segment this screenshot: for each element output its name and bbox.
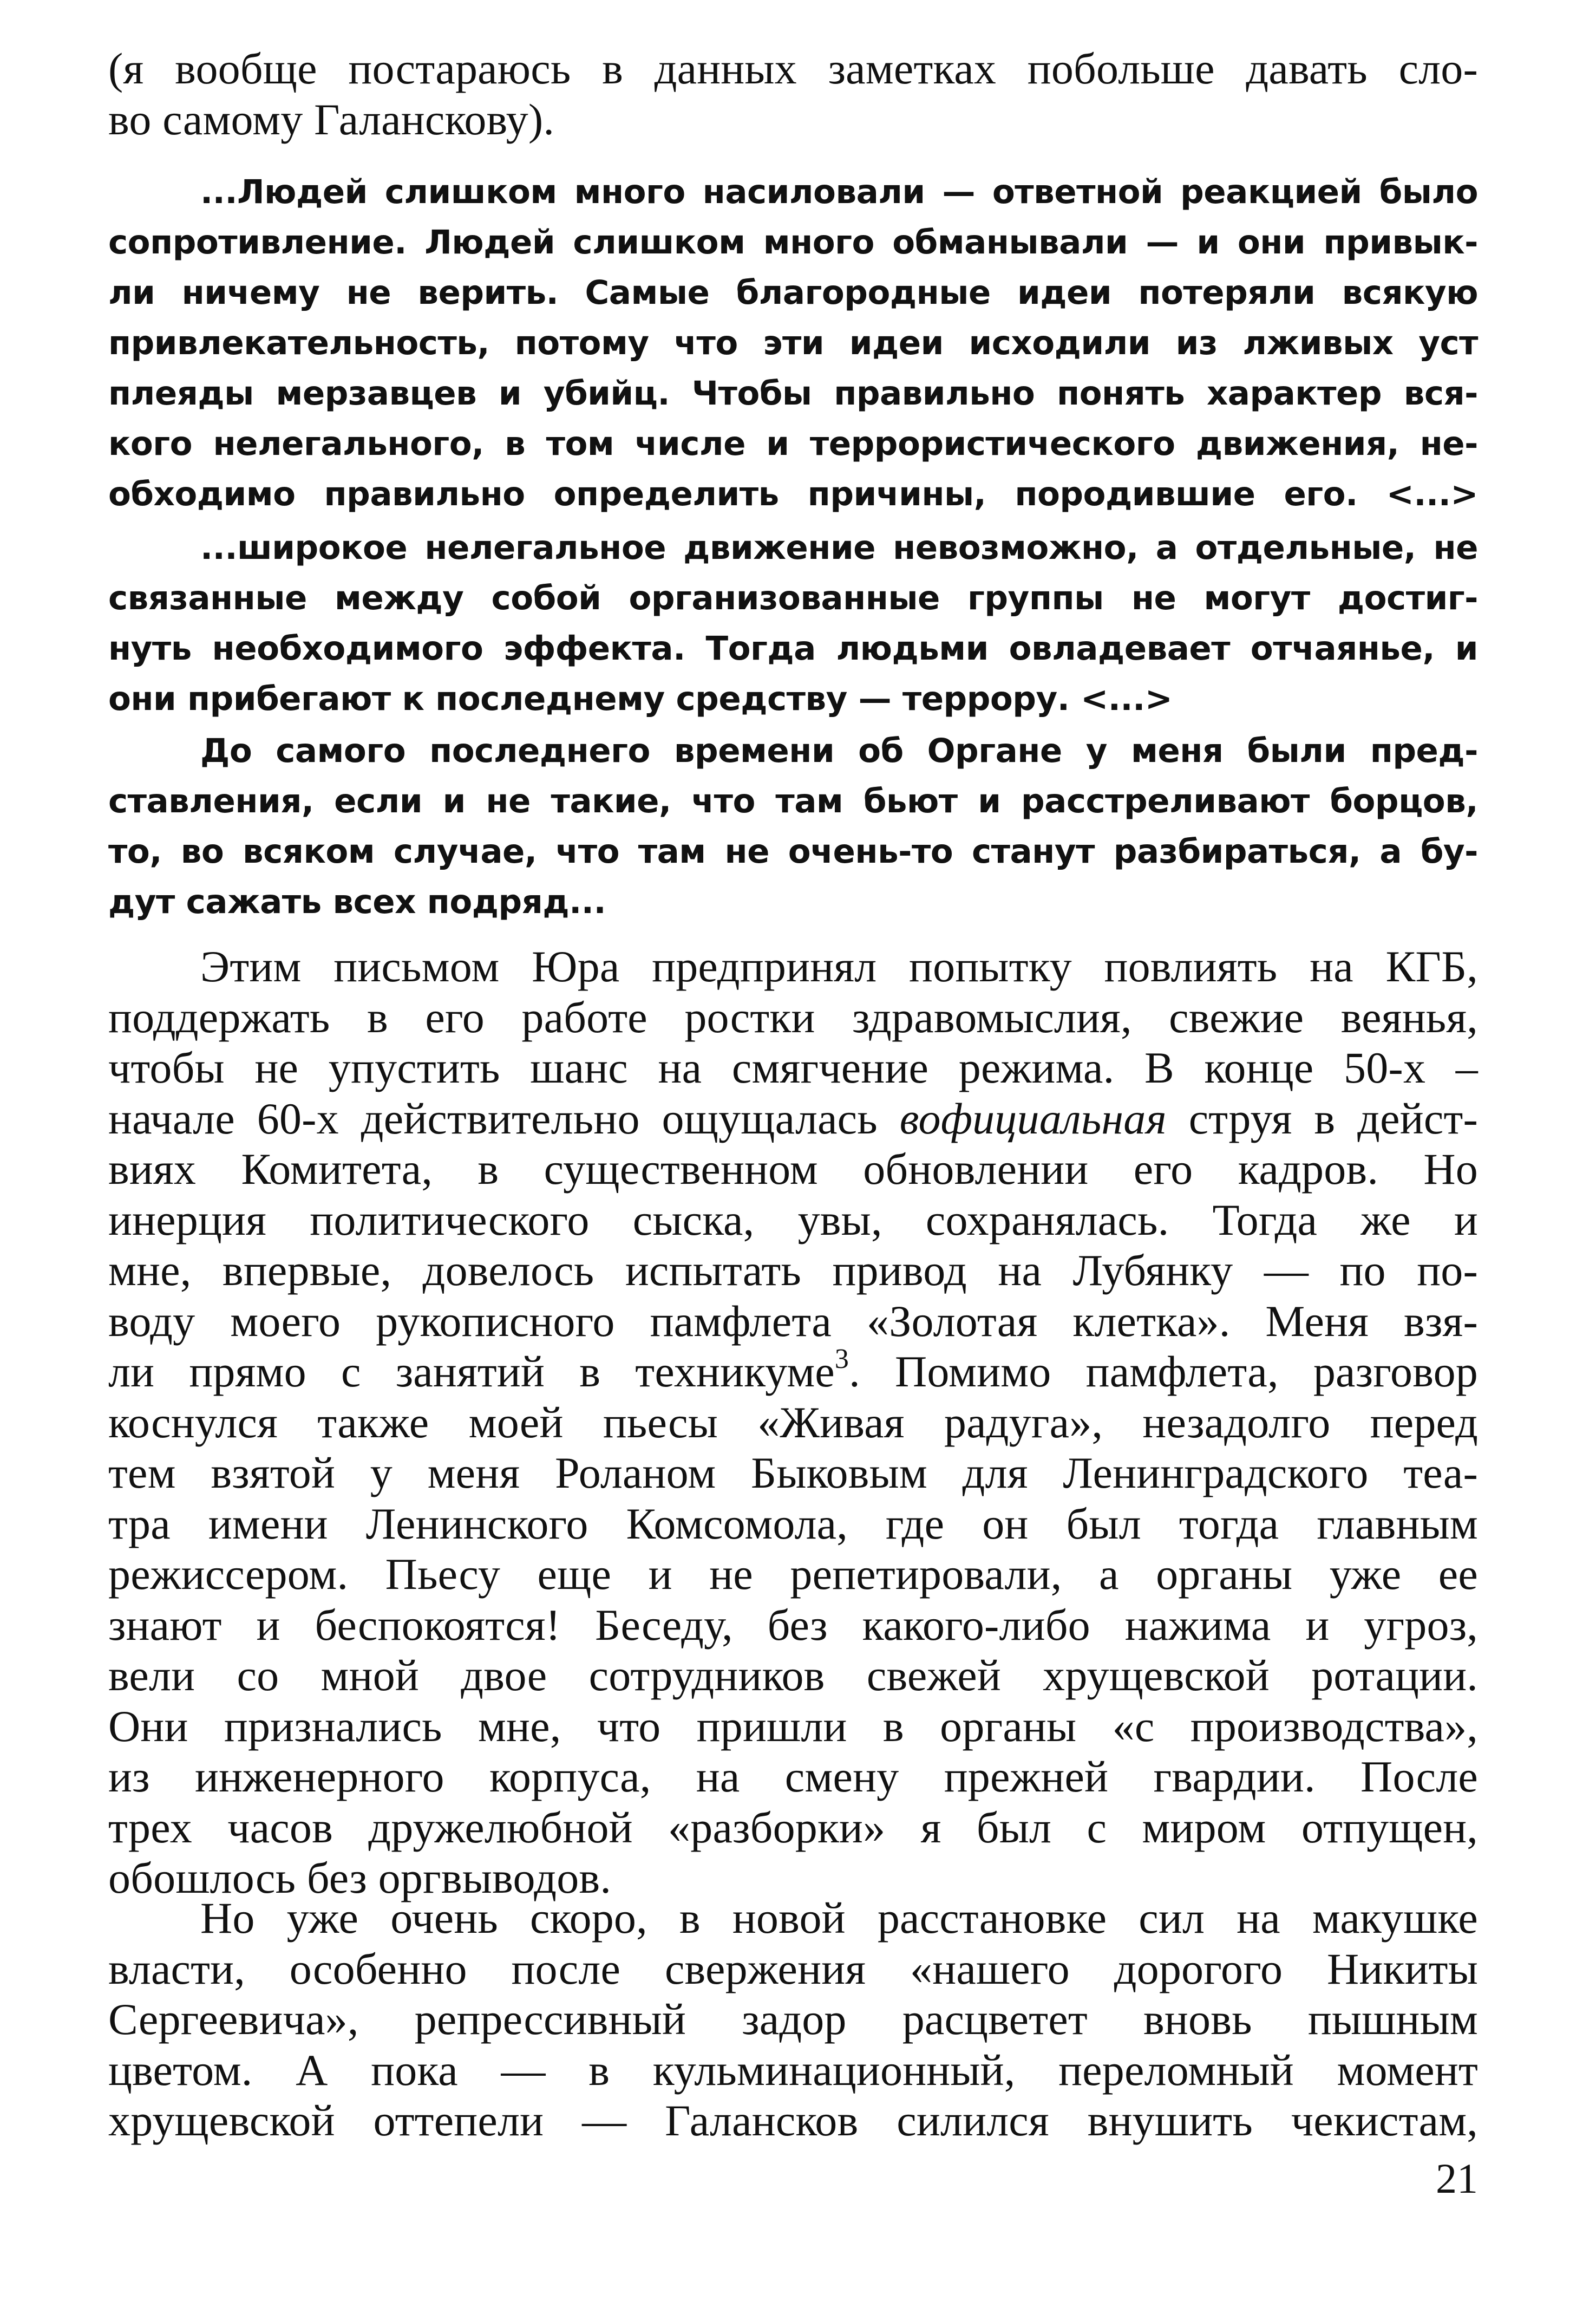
text-line: инерция политического сыска, увы, сохранялась. Тогда же и [108,1195,1478,1244]
quote-line: До самого последнего времени об Органе у меня были пред- [200,732,1478,770]
quote-line: дут сажать всех подряд... [108,883,606,921]
text-line: коснулся также моей пьесы «Живая радуга», незадолго перед [108,1397,1478,1447]
text-line: из инженерного корпуса, на смену прежней гвардии. После [108,1752,1478,1801]
quoted-passage-2 [108,523,1478,724]
text-line: цветом. А пока — в кульминационный, переломный момент [108,2045,1478,2095]
quote-line: обходимо правильно определить причины, породившие его. <...> [108,475,1478,513]
quote-line: связанные между собой организованные группы не могут достиг- [108,579,1478,617]
body-paragraph-2 [108,1893,1478,2146]
italic-word: вофициальная [899,1093,1167,1143]
text-segment: начале 60-х действительно ощущалась [108,1093,900,1143]
book-page [108,43,1478,2264]
quote-line: ...широкое нелегальное движение невозможно, а отдельные, не [200,529,1478,567]
text-line: тра имени Ленинского Комсомола, где он был тогда главным [108,1498,1478,1548]
quote-line: ...Людей слишком много насиловали — ответной реакцией было [200,173,1478,211]
text-segment: ли прямо с занятий в техникуме [108,1347,835,1396]
text-line: чтобы не упустить шанс на смягчение режима. В конце 50-х – [108,1043,1478,1092]
quote-line: привлекательность, потому что эти идеи исходили из лживых уст [108,324,1478,362]
text-line: Сергеевича», репрессивный задор расцветет вновь пышным [108,1995,1478,2044]
text-line: обошлось без оргвыводов. [108,1853,612,1902]
text-line: трех часов дружелюбной «разборки» я был с миром отпущен, [108,1802,1478,1852]
text-line: воду моего рукописного памфлета «Золотая клетка». Меня взя- [108,1296,1478,1346]
text-line: Они признались мне, что пришли в органы «с производства», [108,1701,1478,1751]
text-segment: струя в дейст- [1166,1093,1478,1143]
quote-line: то, во всяком случае, что там не очень-то станут разбираться, а бу- [108,832,1478,871]
text-line: Этим письмом Юра предпринял попытку повлиять на КГБ, [200,942,1478,991]
text-line: тем взятой у меня Роланом Быковым для Ленинградского теа- [108,1448,1478,1497]
text-line [108,1346,1478,1397]
page-number: 21 [1436,2155,1478,2202]
text-segment: . Помимо памфлета, разговор [849,1347,1478,1396]
text-line: во самому Галанскову). [108,94,555,144]
quoted-passage-3 [108,726,1478,927]
intro-text [108,43,1478,145]
text-line: знают и беспокоятся! Беседу, без какого-либо нажима и угроз, [108,1600,1478,1650]
text-line: режиссером. Пьесу еще и не репетировали, а органы уже ее [108,1549,1478,1599]
text-line: хрущевской оттепели — Галансков силился внушить чекистам, [108,2096,1478,2145]
body-paragraph-1 [108,941,1478,1904]
quote-line: ли ничему не верить. Самые благородные идеи потеряли всякую [108,273,1478,312]
quote-line: ставления, если и не такие, что там бьют и расстреливают борцов, [108,782,1478,820]
footnote-reference[interactable]: 3 [834,1344,849,1374]
quoted-passage-1 [108,167,1478,519]
text-line: (я вообще постараюсь в данных заметках побольше давать сло- [108,44,1478,93]
quote-line: они прибегают к последнему средству — террору. <...> [108,680,1173,718]
quote-line: кого нелегального, в том числе и террористического движения, не- [108,425,1478,463]
text-line: вели со мной двое сотрудников свежей хрущевской ротации. [108,1651,1478,1700]
text-line: Но уже очень скоро, в новой расстановке сил на макушке [200,1893,1478,1943]
text-line [108,1093,1478,1144]
text-line: власти, особенно после свержения «нашего дорогого Никиты [108,1944,1478,1993]
quote-line: сопротивление. Людей слишком много обманывали — и они привык- [108,223,1478,262]
text-line: поддержать в его работе ростки здравомыслия, свежие веянья, [108,992,1478,1042]
text-line: мне, впервые, довелось испытать привод на Лубянку — по по- [108,1246,1478,1295]
quote-line: нуть необходимого эффекта. Тогда людьми овладевает отчаянье, и [108,629,1478,668]
quote-line: плеяды мерзавцев и убийц. Чтобы правильно понять характер вся- [108,374,1478,413]
text-line: виях Комитета, в существенном обновлении его кадров. Но [108,1144,1478,1194]
